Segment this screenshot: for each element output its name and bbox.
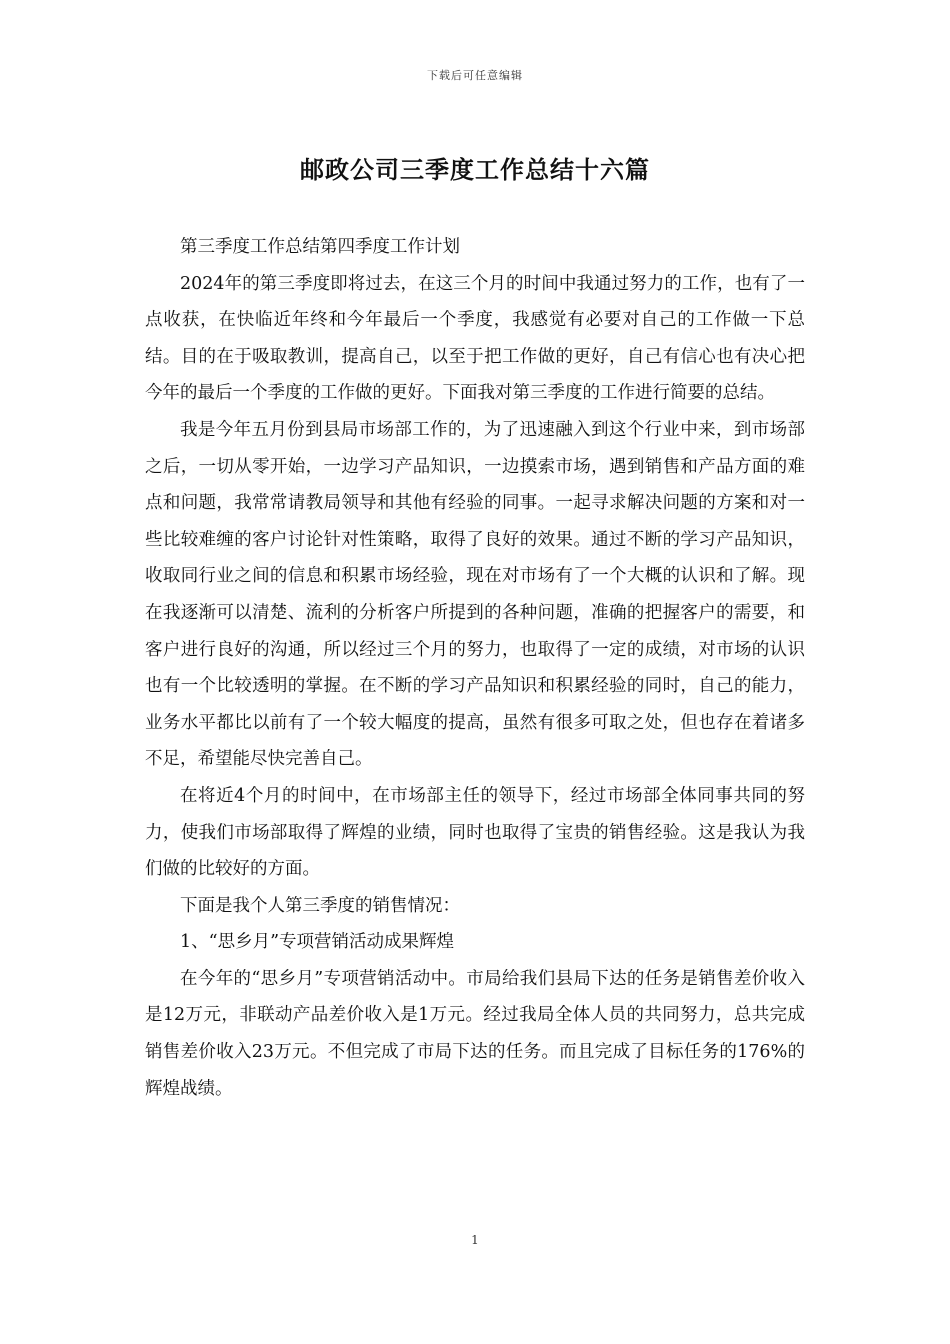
paragraph-sales-intro: 下面是我个人第三季度的销售情况：	[180, 895, 460, 916]
paragraph-subtitle: 第三季度工作总结第四季度工作计划	[180, 237, 460, 257]
document-title: 邮政公司三季度工作总结十六篇	[300, 155, 650, 184]
page-number: 1	[471, 1233, 479, 1247]
paragraph-experience: 我是今年五月份到县局市场部工作的，为了迅速融入到这个行业中来，到市场部之后，一切从零开始，一边学习产品知识，一边摸索市场，遇到销售和产品方面的难点和问题，我常常请教局领导和其他有经验的同事。一起寻求解决问题的方案和对一些比较难缠的客户讨论针对性策略，取得了良好的效果。通过不断的学习产品知识，收取同行业之间的信息和积累市场经验，现在对市场有了一个大概的认识和了解。现在我逐渐可以清楚、流利的分析客户所提到的各种问题，准确的把握客户的需要，和客户进行良好的沟通，所以经过三个月的努力，也取得了一定的成绩，对市场的认识也有一个比较透明的掌握。在不断的学习产品知识和积累经验的同时，自己的能力，业务水平都比以前有了一个较大幅度的提高，虽然有很多可取之处，但也存在着诸多不足，希望能尽快完善自己。	[145, 419, 805, 770]
paragraph-team-achievement: 在将近4个月的时间中，在市场部主任的领导下，经过市场部全体同事共同的努力，使我们市场部取得了辉煌的业绩，同时也取得了宝贵的销售经验。这是我认为我们做的比较好的方面。	[145, 785, 805, 880]
header-note: 下载后可任意编辑	[427, 69, 523, 82]
paragraph-campaign-results: 在今年的“思乡月”专项营销活动中。市局给我们县局下达的任务是销售差价收入是12万元，非联动产品差价收入是1万元。经过我局全体人员的共同努力，总共完成销售差价收入23万元。不但完成了市局下达的任务。而且完成了目标任务的176%的辉煌战绩。	[145, 968, 805, 1099]
section-heading-1: 1、“思乡月”专项营销活动成果辉煌	[180, 932, 455, 953]
document-body	[145, 229, 805, 1107]
paragraph-intro: 2024年的第三季度即将过去，在这三个月的时间中我通过努力的工作，也有了一点收获，在快临近年终和今年最后一个季度，我感觉有必要对自己的工作做一下总结。目的在于吸取教训，提高自己，以至于把工作做的更好，自己有信心也有决心把今年的最后一个季度的工作做的更好。下面我对第三季度的工作进行简要的总结。	[145, 273, 805, 404]
